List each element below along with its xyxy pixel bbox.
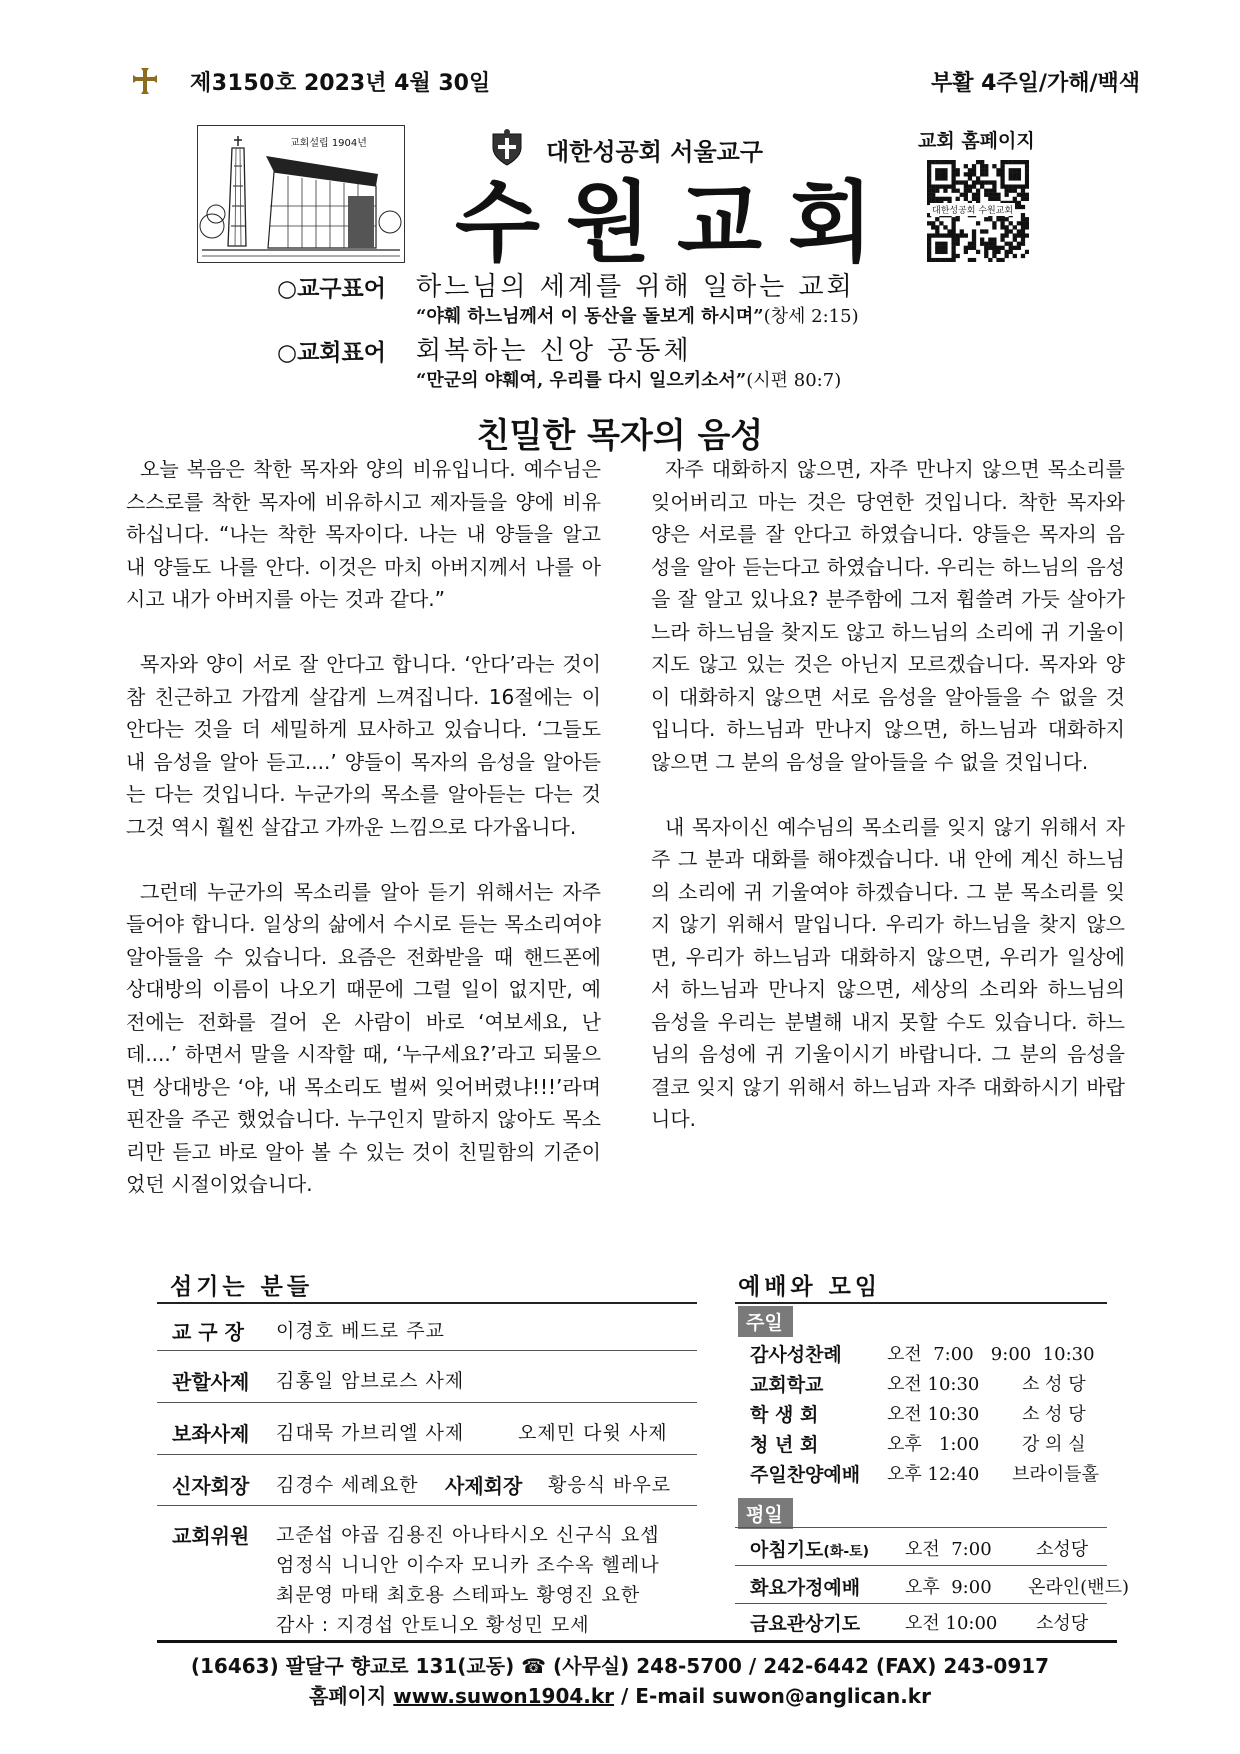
- worship-title: 예배와 모임: [738, 1274, 882, 1300]
- service-days: (화-토): [823, 1544, 870, 1560]
- divider: [157, 1350, 697, 1351]
- service-name: 교회학교: [750, 1374, 824, 1396]
- homepage-link[interactable]: www.suwon1904.kr: [393, 1684, 615, 1708]
- church-motto: 회복하는 신앙 공동체: [416, 336, 692, 366]
- sermon-paragraph: 오늘 복음은 착한 목자와 양의 비유입니다. 예수님은 스스로를 착한 목자에 비유하시고 제자들을 양에 비유하십니다. “나는 착한 목자이다. 나는 내 양들을 알고 내 양들도 나를 안다. 이것은 마치 아버지께서 나를 아시고 내가 아버지를 아는 것과 같다.”: [126, 457, 601, 611]
- sermon-column-left: [126, 453, 601, 1233]
- lay-chair-name: 김경수 세례요한: [276, 1474, 419, 1496]
- footer-address: (16463) 팔달구 향교로 131(교동) ☎ (사무실) 248-5700 / 242-6442 (FAX) 243-0917: [190, 1654, 1050, 1678]
- service-time: 오후 9:00: [905, 1577, 992, 1598]
- diocese-motto: 하느님의 세계를 위해 일하는 교회: [416, 272, 855, 302]
- service-place: 브라이들홀: [1012, 1464, 1099, 1485]
- divider: [157, 1402, 697, 1403]
- diocese-name: 대한성공회 서울교구: [546, 138, 764, 166]
- diocese-motto-ref: (창세 2:15): [763, 306, 859, 327]
- diocese-motto-verse: [416, 302, 859, 328]
- bishop-label: 교 구 장: [172, 1320, 244, 1344]
- footer-contact: [0, 1680, 1240, 1709]
- service-place: 강 의 실: [1022, 1434, 1086, 1455]
- service-place: 온라인(밴드): [1028, 1577, 1129, 1598]
- homepage-label: 교회 홈페이지: [918, 130, 1035, 152]
- qr-caption: 대한성공회 수원교회: [930, 203, 1015, 216]
- church-title: 수원교회: [455, 170, 900, 274]
- diocese-motto-label: ○교구표어: [277, 276, 386, 302]
- cross-icon: [130, 66, 160, 96]
- priest-chair-name: 황응식 바우로: [548, 1474, 672, 1496]
- service-time: 오전 10:30: [887, 1404, 980, 1425]
- service-name: 학 생 회: [750, 1404, 819, 1426]
- council-line: 최문영 마태 최호용 스테파노 황영진 요한: [276, 1584, 641, 1606]
- sermon-paragraph: 그런데 누군가의 목소리를 알아 듣기 위해서는 자주 들어야 합니다. 일상의 삶에서 수시로 듣는 목소리여야 알아들을 수 있습니다. 요즘은 전화받을 때 핸드폰에 상대방의 이름이 나오기 때문에 그럴 일이 없지만, 예전에는 전화를 걸어 온 사람이 바로 ‘여보세요, 난데....’ 하면서 말을 시작할 때, ‘누구세요?’라고 되물으면 상대방은 ‘야, 내 목소리도 벌써 잊어버렸냐!!!’라며 핀잔을 주곤 했었습니다. 누구인지 말하지 않아도 목소리만 듣고 바로 알아 볼 수 있는 것이 친밀함의 기준이었던 시절이었습니다.: [126, 879, 601, 1196]
- service-time: 오후 12:40: [887, 1464, 980, 1485]
- sermon-title: 친밀한 목자의 음성: [476, 416, 764, 456]
- weekday-tag: 평일: [738, 1498, 793, 1529]
- priest-chair-label: 사제회장: [445, 1474, 523, 1498]
- sermon-paragraph: 목자와 양이 서로 잘 안다고 합니다. ‘안다’라는 것이 참 친근하고 가깝게 살갑게 느껴집니다. 16절에는 이 안다는 것을 더 세밀하게 묘사하고 있습니다. ‘그들도 내 음성을 알아 듣고....’ 양들이 목자의 음성을 알아듣는 다는 것입니다. 누군가의 목소를 알아듣는 다는 것 그것 역시 훨씬 살갑고 가까운 느낌으로 다가옵니다.: [126, 652, 601, 839]
- divider: [157, 1505, 697, 1506]
- service-name: 청 년 회: [750, 1434, 819, 1456]
- email-link[interactable]: suwon@anglican.kr: [712, 1684, 931, 1708]
- service-place: 소성당: [1036, 1539, 1089, 1560]
- sunday-tag: 주일: [738, 1306, 793, 1337]
- church-founding-caption: 교회설립 1904년: [290, 138, 367, 149]
- service-name: 금요관상기도: [750, 1613, 861, 1635]
- assistant-priest: 오제민 다윗 사제: [518, 1422, 668, 1444]
- service-time: 오전 7:00 9:00 10:30: [887, 1344, 1095, 1365]
- council-line: 고준섭 야곱 김용진 아나타시오 신구식 요셉: [276, 1524, 660, 1546]
- service-time: 오후 1:00: [887, 1434, 980, 1455]
- service-name: [750, 1535, 869, 1562]
- rector-label: 관할사제: [172, 1370, 250, 1394]
- divider: [157, 1302, 697, 1304]
- rector-name: 김홍일 암브로스 사제: [276, 1370, 465, 1392]
- council-line: 감사 : 지경섭 안토니오 황성민 모세: [276, 1614, 590, 1636]
- service-time: 오전 10:00: [905, 1613, 998, 1634]
- divider: [735, 1302, 1107, 1304]
- church-motto-verse: [416, 366, 841, 392]
- divider: [157, 1454, 697, 1455]
- servers-title: 섬기는 분들: [170, 1274, 314, 1300]
- diocese-seal-icon: [487, 128, 527, 168]
- assistant-priest: 김대묵 가브리엘 사제: [276, 1422, 465, 1444]
- sermon-paragraph: 자주 대화하지 않으면, 자주 만나지 않으면 목소리를 잊어버리고 마는 것은 당연한 것입니다. 착한 목자와 양은 서로를 잘 안다고 하였습니다. 양들은 목자의 음성을 알아 듣는다고 하였습니다. 우리는 하느님의 음성을 잘 알고 있나요? 분주함에 그저 휩쓸려 가듯 살아가느라 하느님을 찾지도 않고 하느님의 소리에 귀 기울이지도 않고 있는 것은 아닌지 모르겠습니다. 목자와 양이 대화하지 않으면 서로 음성을 알아들을 수 없을 것입니다. 하느님과 만나지 않으면, 하느님과 대화하지 않으면 그 분의 음성을 알아들을 수 없을 것입니다.: [651, 457, 1125, 774]
- church-motto-label: ○교회표어: [277, 340, 386, 366]
- diocese-motto-quote: “야훼 하느님께서 이 동산을 돌보게 하시며”: [416, 306, 764, 327]
- service-place: 소성당: [1036, 1613, 1089, 1634]
- service-name-text: 아침기도: [750, 1539, 824, 1561]
- council-label: 교회위원: [172, 1524, 250, 1548]
- service-name: 주일찬양예배: [750, 1464, 861, 1486]
- council-line: 엄정식 니니안 이수자 모니카 조수옥 헬레나: [276, 1554, 660, 1576]
- homepage-label-footer: 홈페이지: [309, 1684, 387, 1708]
- service-name: 화요가정예배: [750, 1577, 861, 1599]
- divider: [735, 1565, 1107, 1566]
- service-place: 소 성 당: [1022, 1404, 1086, 1425]
- divider: [735, 1527, 1107, 1528]
- sermon-column-right: [651, 453, 1125, 1168]
- service-time: 오전 10:30: [887, 1374, 980, 1395]
- issue-date: 2023년 4월 30일: [304, 71, 491, 96]
- service-time: 오전 7:00: [905, 1539, 992, 1560]
- sermon-paragraph: 내 목자이신 예수님의 목소리를 잊지 않기 위해서 자주 그 분과 대화를 해야겠습니다. 내 안에 계신 하느님의 소리에 귀 기울여야 하겠습니다. 그 분 목소리를 잊지 않기 위해서 말입니다. 우리가 하느님을 찾지 않으면, 우리가 하느님과 대화하지 않으면, 우리가 일상에서 하느님과 만나지 않으면, 세상의 소리와 하느님의 음성을 우리는 분별해 내지 못할 수도 있습니다. 하느님의 음성에 귀 기울이시기 바랍니다. 그 분의 음성을 결코 잊지 않기 위해서 하느님과 자주 대화하시기 바랍니다.: [651, 814, 1125, 1131]
- assistant-priests-label: 보좌사제: [172, 1422, 250, 1446]
- footer-divider: [157, 1640, 1117, 1643]
- bishop-name: 이경호 베드로 주교: [276, 1320, 445, 1342]
- service-name: 감사성찬례: [750, 1344, 842, 1366]
- email-separator: / E-mail: [614, 1684, 713, 1708]
- lay-chair-label: 신자회장: [172, 1474, 250, 1498]
- church-motto-ref: (시편 80:7): [746, 370, 842, 391]
- liturgical-season: 부활 4주일/가해/백색: [930, 71, 1140, 96]
- service-place: 소 성 당: [1022, 1374, 1086, 1395]
- issue-number: 제3150호: [190, 71, 297, 96]
- divider: [735, 1603, 1107, 1604]
- church-motto-quote: “만군의 야훼여, 우리를 다시 일으키소서”: [416, 370, 747, 391]
